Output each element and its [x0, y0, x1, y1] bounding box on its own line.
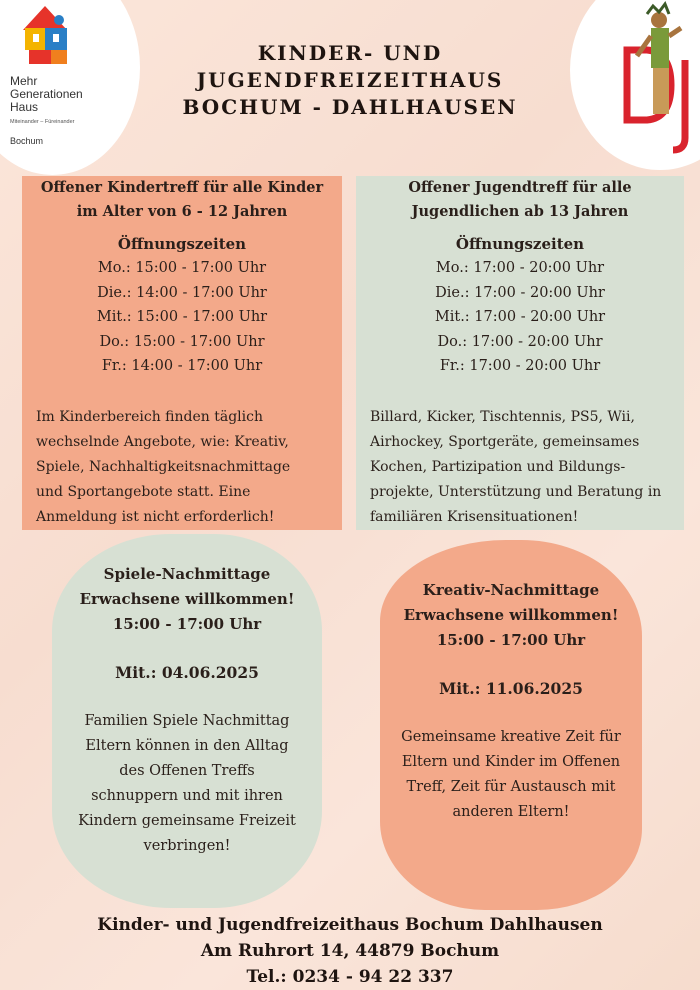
- kreativ-text: Gemeinsame kreative Zeit für Eltern und Kinder im Offenen Treff, Zeit für Austausch mit anderen Eltern!: [401, 729, 621, 820]
- logo-line-haus: Haus: [10, 100, 39, 114]
- dj-logo: [570, 0, 700, 170]
- title-line-3: BOCHUM - DAHLHAUSEN: [182, 95, 518, 119]
- jugendtreff-hours: Mo.: 17:00 - 20:00 Uhr Die.: 17:00 - 20:00 Uhr Mit.: 17:00 - 20:00 Uhr Do.: 17:00 - 20:00 Uhr Fr.: 17:00 - 20:00 Uhr: [434, 260, 606, 374]
- title-line-1: KINDER- UND: [257, 41, 443, 65]
- logo-line-generationen: Generationen: [10, 87, 83, 101]
- house-puzzle-icon: [15, 0, 85, 70]
- kreativ-nachmittage-card: [380, 540, 642, 910]
- kindertreff-hours-title: Öffnungszeiten: [117, 235, 247, 253]
- logo-city: Bochum: [10, 136, 44, 146]
- kindertreff-hours: Mo.: 15:00 - 17:00 Uhr Die.: 14:00 - 17:00 Uhr Mit.: 15:00 - 17:00 Uhr Do.: 15:00 - 17:00 Uhr Fr.: 14:00 - 17:00 Uhr: [96, 260, 268, 374]
- title-line-2: JUGENDFREIZEITHAUS: [196, 68, 504, 92]
- footer-contact: [40, 912, 660, 990]
- kindertreff-box: [22, 176, 342, 530]
- logo-line-mehr: Mehr: [10, 74, 38, 88]
- jugendtreff-hours-title: Öffnungszeiten: [455, 235, 585, 253]
- spiele-nachmittage-card: [52, 534, 322, 908]
- jugendtreff-box: [356, 176, 684, 530]
- footer-address: Am Ruhrort 14, 44879 Bochum: [200, 941, 500, 961]
- logo-tagline: Miteinander – Füreinander: [10, 119, 75, 125]
- spiele-title: Spiele-Nachmittage Erwachsene willkommen! 15:00 - 17:00 Uhr: [79, 565, 295, 633]
- kreativ-date: Mit.: 11.06.2025: [439, 679, 583, 698]
- kreativ-title: Kreativ-Nachmittage Erwachsene willkommen! 15:00 - 17:00 Uhr: [403, 581, 619, 649]
- jugendtreff-heading: Offener Jugendtreff für alle Jugendlichen ab 13 Jahren: [408, 179, 632, 220]
- page-title: [140, 40, 560, 121]
- kindertreff-description: Im Kinderbereich finden täglich wechselnde Angebote, wie: Kreativ, Spiele, Nachhaltigkeitsnachmittage und Sportangebote statt. Eine Anmeldung ist nicht erforderlich!: [36, 408, 291, 525]
- footer-name: Kinder- und Jugendfreizeithaus Bochum Dahlhausen: [97, 915, 603, 935]
- mehrgenerationenhaus-logo: [0, 0, 140, 175]
- dj-figure-icon: [615, 0, 700, 170]
- kindertreff-heading: Offener Kindertreff für alle Kinder im Alter von 6 - 12 Jahren: [40, 179, 324, 220]
- spiele-text: Familien Spiele Nachmittag Eltern können in den Alltag des Offenen Treffs schnuppern und mit ihren Kindern gemeinsame Freizeit verbringen!: [78, 713, 296, 854]
- footer-phone: Tel.: 0234 - 94 22 337: [246, 967, 454, 987]
- jugendtreff-description: Billard, Kicker, Tischtennis, PS5, Wii, Airhockey, Sportgeräte, gemeinsames Kochen, Partizipation und Bildungs- projekte, Unterstützung und Beratung in familiären Krisensituationen!: [370, 408, 662, 525]
- spiele-date: Mit.: 04.06.2025: [115, 663, 259, 682]
